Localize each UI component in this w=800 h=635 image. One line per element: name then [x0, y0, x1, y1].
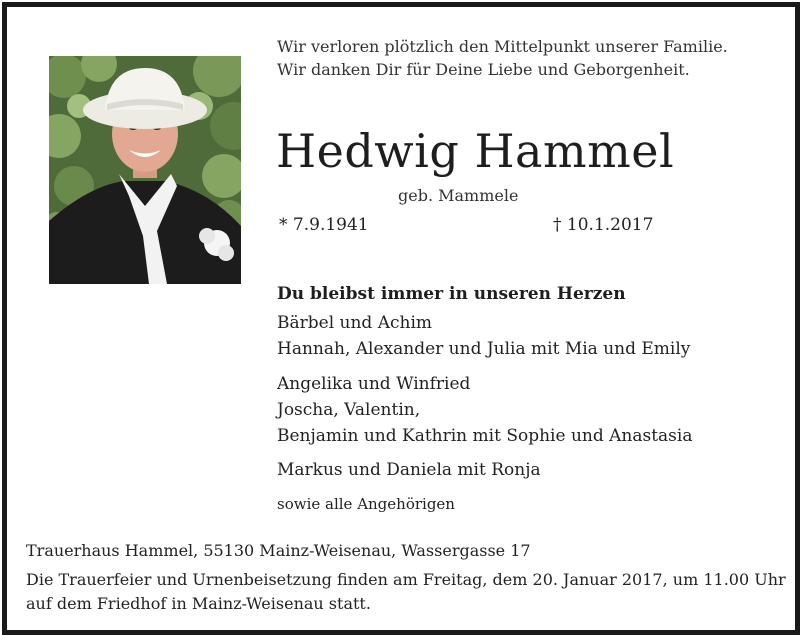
family-line: Hannah, Alexander und Julia mit Mia und Emily	[277, 339, 691, 359]
family-line: Markus und Daniela mit Ronja	[277, 460, 541, 480]
ceremony-line: auf dem Friedhof in Mainz-Weisenau statt.	[26, 594, 371, 613]
portrait-photo	[49, 56, 241, 284]
motto-line: Wir danken Dir für Deine Liebe und Geborgenheit.	[277, 60, 690, 79]
motto-line: Wir verloren plötzlich den Mittelpunkt unserer Familie.	[277, 37, 728, 56]
family-line: Benjamin und Kathrin mit Sophie und Anastasia	[277, 426, 693, 446]
motto	[277, 35, 728, 81]
family-group	[277, 371, 692, 449]
family-group	[277, 310, 690, 362]
mourning-house-address: Trauerhaus Hammel, 55130 Mainz-Weisenau, Wassergasse 17	[26, 541, 531, 560]
closing-line: sowie alle Angehörigen	[277, 495, 455, 513]
maiden-name: geb. Mammele	[398, 186, 519, 205]
family-line: Joscha, Valentin,	[277, 400, 421, 420]
family-group	[277, 457, 541, 483]
heart-line: Du bleibst immer in unseren Herzen	[277, 284, 626, 304]
death-date: † 10.1.2017	[553, 215, 654, 235]
ceremony-line: Die Trauerfeier und Urnenbeisetzung finden am Freitag, dem 20. Januar 2017, um 11.00 Uhr	[26, 570, 786, 589]
ceremony-notice	[26, 568, 786, 616]
deceased-name: Hedwig Hammel	[276, 124, 675, 178]
family-line: Bärbel und Achim	[277, 313, 433, 333]
family-line: Angelika und Winfried	[277, 374, 471, 394]
birth-date: * 7.9.1941	[279, 215, 369, 235]
